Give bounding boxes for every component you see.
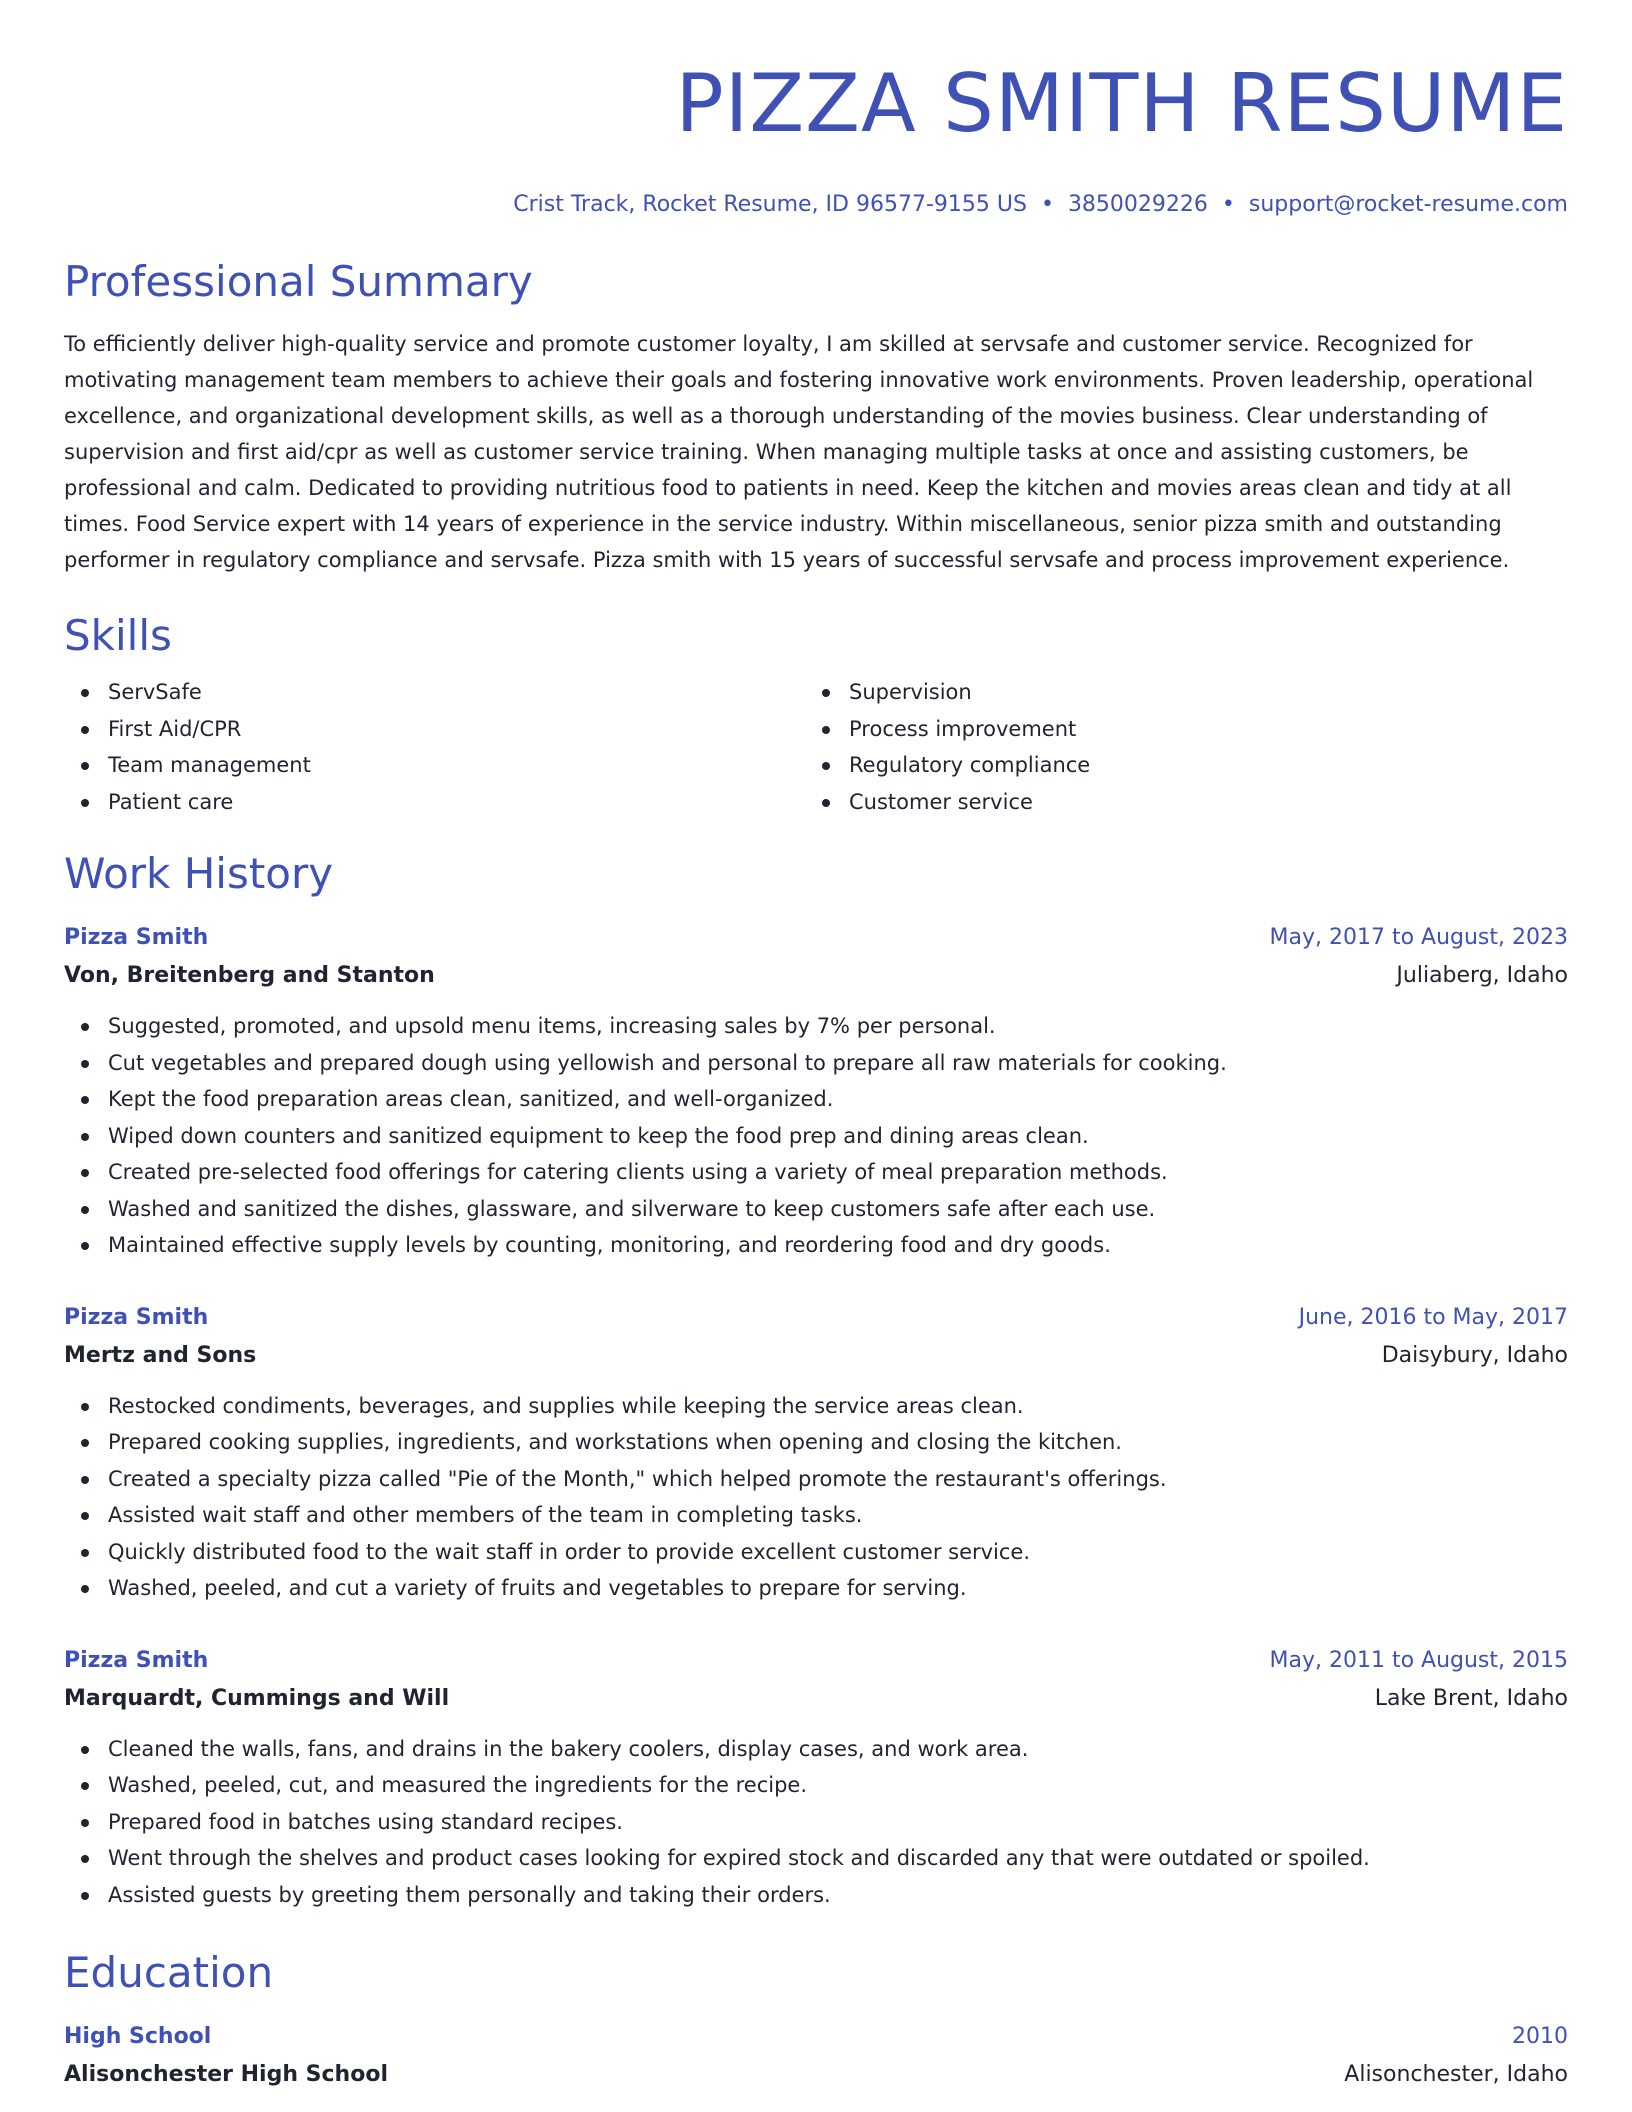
job-bullet: Assisted guests by greeting them personally and taking their orders. xyxy=(64,1877,1568,1914)
education-school-row xyxy=(64,2055,1568,2095)
skills-list-left xyxy=(64,674,805,820)
job-location: Juliaberg, Idaho xyxy=(1396,963,1568,988)
education-degree-row xyxy=(64,2019,1568,2055)
contact-line xyxy=(64,190,1568,220)
job-title: Pizza Smith xyxy=(64,1647,209,1673)
contact-address: Crist Track, Rocket Resume, ID 96577-9155 US xyxy=(513,192,1027,217)
skill-item: Team management xyxy=(64,747,805,784)
skill-item: First Aid/CPR xyxy=(64,711,805,748)
job-bullet: Created pre-selected food offerings for catering clients using a variety of meal preparation methods. xyxy=(64,1154,1568,1191)
job-bullet: Created a specialty pizza called "Pie of the Month," which helped promote the restaurant's offerings. xyxy=(64,1461,1568,1498)
job-bullet: Cut vegetables and prepared dough using yellowish and personal to prepare all raw materials for cooking. xyxy=(64,1045,1568,1082)
job-company-row xyxy=(64,1679,1568,1719)
work-history-heading: Work History xyxy=(64,849,334,898)
skill-item: ServSafe xyxy=(64,674,805,711)
job-location: Lake Brent, Idaho xyxy=(1374,1685,1568,1711)
skills-list-right xyxy=(805,674,1546,820)
job-title-row xyxy=(64,1300,1568,1336)
job-company-row xyxy=(64,956,1568,996)
job-title-row xyxy=(64,920,1568,956)
education-school: Alisonchester High School xyxy=(64,2062,388,2087)
skill-item: Regulatory compliance xyxy=(805,747,1546,784)
education-entry xyxy=(64,2019,1568,2095)
job-bullet: Kept the food preparation areas clean, sanitized, and well-organized. xyxy=(64,1081,1568,1118)
job-bullet: Restocked condiments, beverages, and supplies while keeping the service areas clean. xyxy=(64,1388,1568,1425)
skill-item: Customer service xyxy=(805,784,1546,821)
resume-header xyxy=(64,56,1568,220)
job-bullet: Assisted wait staff and other members of the team in completing tasks. xyxy=(64,1497,1568,1534)
job-bullet: Prepared cooking supplies, ingredients, and workstations when opening and closing the kitchen. xyxy=(64,1424,1568,1461)
job-bullets xyxy=(64,1008,1568,1264)
education-year: 2010 xyxy=(1512,2024,1568,2049)
summary-heading: Professional Summary xyxy=(64,257,533,306)
skill-item: Process improvement xyxy=(805,711,1546,748)
job-bullet: Washed, peeled, and cut a variety of fruits and vegetables to prepare for serving. xyxy=(64,1570,1568,1607)
job-entry xyxy=(64,920,1568,1264)
job-bullet: Washed and sanitized the dishes, glassware, and silverware to keep customers safe after each use. xyxy=(64,1191,1568,1228)
job-bullets xyxy=(64,1731,1568,1914)
skill-item: Patient care xyxy=(64,784,805,821)
summary-text: To efficiently deliver high-quality service and promote customer loyalty, I am skilled at servsafe and customer service. Recognized for motivating management team members to achieve their goals and fostering innovative work environments. Proven leadership, operational excellence, and organizational development skills, as well as a thorough understanding of the movies business. Clear understanding of supervision and first aid/cpr as well as customer service training. When managing multiple tasks at once and assisting customers, be professional and calm. Dedicated to providing nutritious food to patients in need. Keep the kitchen and movies areas clean and tidy at all times. Food Service expert with 14 years of experience in the service industry. Within miscellaneous, senior pizza smith and outstanding performer in regulatory compliance and servsafe. Pizza smith with 15 years of successful servsafe and process improvement experience. xyxy=(64,332,1534,572)
job-bullet: Went through the shelves and product cases looking for expired stock and discarded any that were outdated or spoiled. xyxy=(64,1840,1568,1877)
contact-phone: 3850029226 xyxy=(1067,192,1208,217)
job-entry xyxy=(64,1643,1568,1914)
job-bullet: Wiped down counters and sanitized equipment to keep the food prep and dining areas clean. xyxy=(64,1118,1568,1155)
job-dates: June, 2016 to May, 2017 xyxy=(1298,1304,1568,1330)
education-heading: Education xyxy=(64,1948,274,1997)
education-location: Alisonchester, Idaho xyxy=(1344,2062,1568,2087)
contact-email: support@rocket-resume.com xyxy=(1248,192,1568,217)
contact-separator: • xyxy=(1040,192,1054,217)
job-company-row xyxy=(64,1336,1568,1376)
job-company: Mertz and Sons xyxy=(64,1342,257,1368)
contact-separator: • xyxy=(1221,192,1235,217)
job-bullet: Maintained effective supply levels by counting, monitoring, and reordering food and dry goods. xyxy=(64,1227,1568,1264)
skills-heading: Skills xyxy=(64,611,172,660)
job-bullets xyxy=(64,1388,1568,1607)
job-company: Von, Breitenberg and Stanton xyxy=(64,963,435,988)
job-bullet: Cleaned the walls, fans, and drains in the bakery coolers, display cases, and work area. xyxy=(64,1731,1568,1768)
job-title-row xyxy=(64,1643,1568,1679)
education-section xyxy=(64,1947,1568,2095)
summary-section xyxy=(64,256,1568,578)
job-title: Pizza Smith xyxy=(64,925,209,950)
job-bullet: Quickly distributed food to the wait staff in order to provide excellent customer service. xyxy=(64,1534,1568,1571)
job-title: Pizza Smith xyxy=(64,1304,209,1330)
job-location: Daisybury, Idaho xyxy=(1381,1342,1568,1368)
job-bullet: Prepared food in batches using standard recipes. xyxy=(64,1804,1568,1841)
job-bullet: Suggested, promoted, and upsold menu items, increasing sales by 7% per personal. xyxy=(64,1008,1568,1045)
skill-item: Supervision xyxy=(805,674,1546,711)
job-company: Marquardt, Cummings and Will xyxy=(64,1685,450,1711)
resume-name: PIZZA SMITH RESUME xyxy=(675,57,1568,150)
job-dates: May, 2017 to August, 2023 xyxy=(1269,925,1568,950)
job-entry xyxy=(64,1300,1568,1607)
skills-section xyxy=(64,610,1568,820)
job-bullet: Washed, peeled, cut, and measured the ingredients for the recipe. xyxy=(64,1767,1568,1804)
job-dates: May, 2011 to August, 2015 xyxy=(1269,1647,1568,1673)
work-history-section xyxy=(64,848,1568,1913)
skills-grid xyxy=(64,674,1568,820)
education-degree: High School xyxy=(64,2024,212,2049)
